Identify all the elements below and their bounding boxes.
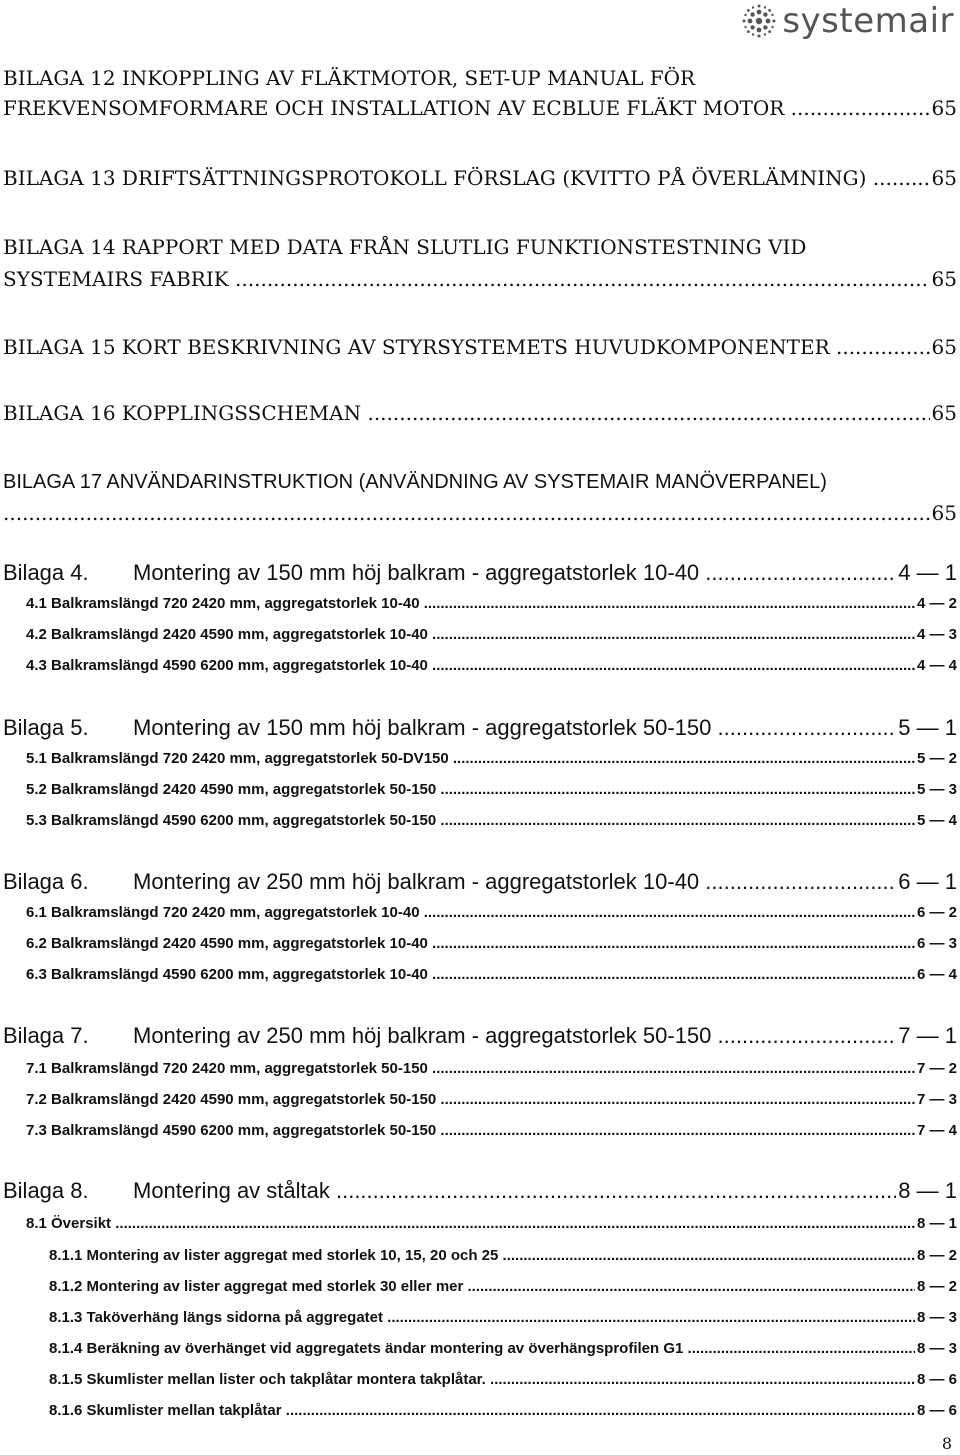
toc-entry-page: 65 [931, 96, 957, 120]
toc-sub-title: 6.3 Balkramslängd 4590 6200 mm, aggregatstorlek 10-40 ..... [26, 964, 915, 986]
toc-sub-page: 6 — 3 [916, 935, 957, 952]
toc-entry-title-line2 [3, 498, 930, 528]
toc-subsub-8-1-1[interactable] [3, 1245, 957, 1267]
toc-entry-page: 6 — 1 [898, 869, 957, 894]
toc-sub-title: 4.3 Balkramslängd 4590 6200 mm, aggregatstorlek 10-40 ..... [26, 655, 915, 677]
toc-bilaga-8[interactable] [3, 1176, 957, 1206]
toc-sub-title: 5.1 Balkramslängd 720 2420 mm, aggregatstorlek 50-DV150 ..... [26, 748, 915, 770]
toc-sub-page: 7 — 2 [916, 1060, 957, 1077]
bilaga-label: Bilaga 7. [3, 1023, 89, 1048]
toc-sub-page: 5 — 4 [916, 812, 957, 829]
bilaga-title: Montering av 150 mm höj balkram - aggregatstorlek 10-40 [133, 560, 700, 585]
toc-subsub-title: 8.1.4 Beräkning av överhänget vid aggregatets ändar montering av överhängsprofilen G1 ..... [49, 1338, 915, 1360]
toc-sub-title: 7.2 Balkramslängd 2420 4590 mm, aggregatstorlek 50-150 ..... [26, 1089, 915, 1111]
toc-subsub-page: 8 — 6 [916, 1371, 957, 1388]
bilaga-label: Bilaga 8. [3, 1178, 89, 1203]
toc-sub-4-2[interactable] [3, 624, 957, 646]
toc-entry-title-line1: BILAGA 13 DRIFTSÄTTNINGSPROTOKOLL FÖRSLAG (KVITTO PÅ ÖVERLÄMNING) ..... [3, 163, 930, 193]
bilaga-title: Montering av 150 mm höj balkram - aggregatstorlek 50-150 [133, 715, 712, 740]
toc-entry-page: 5 — 1 [898, 715, 957, 740]
bilaga-label: Bilaga 4. [3, 560, 89, 585]
toc-entry-title-line1: BILAGA 15 KORT BESKRIVNING AV STYRSYSTEMETS HUVUDKOMPONENTER ..... [3, 332, 930, 362]
toc-subsub-8-1-6[interactable] [3, 1400, 957, 1422]
bilaga-label: Bilaga 6. [3, 869, 89, 894]
toc-sub-title: 8.1 Översikt ..... [26, 1213, 915, 1235]
toc-subsub-title: 8.1.6 Skumlister mellan takplåtar ..... [49, 1400, 915, 1422]
toc-subsub-page: 8 — 2 [916, 1247, 957, 1264]
toc-sub-6-3[interactable] [3, 964, 957, 986]
toc-bilaga-7[interactable] [3, 1021, 957, 1051]
toc-subsub-page: 8 — 3 [916, 1309, 957, 1326]
toc-sub-page: 7 — 4 [916, 1122, 957, 1139]
toc-entry-bilaga-14[interactable] [3, 230, 957, 294]
toc-entry-title-line2: SYSTEMAIRS FABRIK ..... [3, 264, 930, 294]
toc-sub-7-2[interactable] [3, 1089, 957, 1111]
toc-entry-page: 8 — 1 [898, 1178, 957, 1203]
toc-sub-title: 6.2 Balkramslängd 2420 4590 mm, aggregatstorlek 10-40 ..... [26, 933, 915, 955]
toc-entry-page: 65 [931, 401, 957, 425]
toc-subsub-title: 8.1.2 Montering av lister aggregat med storlek 30 eller mer ..... [49, 1276, 915, 1298]
toc-entry-title-line1: BILAGA 16 KOPPLINGSSCHEMAN ..... [3, 398, 930, 428]
toc-subsub-8-1-5[interactable] [3, 1369, 957, 1391]
bilaga-title: Montering av 250 mm höj balkram - aggregatstorlek 50-150 [133, 1023, 712, 1048]
toc-entry-title-line1: BILAGA 17 ANVÄNDARINSTRUKTION (ANVÄNDNING AV SYSTEMAIR MANÖVERPANEL) [3, 471, 827, 493]
toc-bilaga-4[interactable] [3, 558, 957, 588]
toc-sub-4-3[interactable] [3, 655, 957, 677]
toc-sub-page: 4 — 3 [916, 626, 957, 643]
bilaga-label: Bilaga 5. [3, 715, 89, 740]
toc-sub-title: 6.1 Balkramslängd 720 2420 mm, aggregatstorlek 10-40 ..... [26, 902, 915, 924]
toc-sub-page: 6 — 4 [916, 966, 957, 983]
toc-bilaga-5[interactable] [3, 713, 957, 743]
toc-entry-bilaga-15[interactable] [3, 332, 957, 362]
toc-entry-page: 7 — 1 [898, 1023, 957, 1048]
toc-entry-bilaga-16[interactable] [3, 398, 957, 428]
toc-sub-title: 4.1 Balkramslängd 720 2420 mm, aggregatstorlek 10-40 ..... [26, 593, 915, 615]
toc-subsub-page: 8 — 6 [916, 1402, 957, 1419]
logo-text: systemair [782, 1, 954, 41]
toc-subsub-8-1-2[interactable] [3, 1276, 957, 1298]
toc-subsub-title: 8.1.3 Taköverhäng längs sidorna på aggregatet ..... [49, 1307, 915, 1329]
toc-sub-page: 4 — 4 [916, 657, 957, 674]
toc-entry-bilaga-12[interactable] [3, 63, 957, 123]
toc-sub-8-1[interactable] [3, 1213, 957, 1235]
toc-sub-page: 7 — 3 [916, 1091, 957, 1108]
toc-sub-6-1[interactable] [3, 902, 957, 924]
toc-sub-4-1[interactable] [3, 593, 957, 615]
systemair-logo [742, 1, 954, 41]
toc-entry-page: 65 [931, 501, 957, 525]
toc-sub-7-3[interactable] [3, 1120, 957, 1142]
toc-entry-page: 65 [931, 166, 957, 190]
toc-entry-bilaga-13[interactable] [3, 163, 957, 193]
toc-sub-7-1[interactable] [3, 1058, 957, 1080]
toc-entry-page: 65 [931, 267, 957, 291]
toc-entry-bilaga-17[interactable] [3, 466, 957, 528]
toc-subsub-page: 8 — 2 [916, 1278, 957, 1295]
toc-sub-6-2[interactable] [3, 933, 957, 955]
toc-entry-title-line1: BILAGA 12 INKOPPLING AV FLÄKTMOTOR, SET-UP MANUAL FÖR [3, 66, 696, 90]
toc-sub-5-1[interactable] [3, 748, 957, 770]
toc-sub-title: 7.3 Balkramslängd 4590 6200 mm, aggregatstorlek 50-150 ..... [26, 1120, 915, 1142]
toc-sub-page: 8 — 1 [916, 1215, 957, 1232]
toc-subsub-title: 8.1.1 Montering av lister aggregat med storlek 10, 15, 20 och 25 ..... [49, 1245, 915, 1267]
toc-sub-page: 5 — 2 [916, 750, 957, 767]
toc-entry-page: 4 — 1 [898, 560, 957, 585]
toc-entry-page: 65 [931, 335, 957, 359]
bilaga-title: Montering av ståltak [133, 1178, 330, 1203]
toc-subsub-8-1-3[interactable] [3, 1307, 957, 1329]
toc-subsub-title: 8.1.5 Skumlister mellan lister och takplåtar montera takplåtar. ..... [49, 1369, 915, 1391]
toc-sub-page: 6 — 2 [916, 904, 957, 921]
toc-sub-title: 5.3 Balkramslängd 4590 6200 mm, aggregatstorlek 50-150 ..... [26, 810, 915, 832]
toc-sub-title: 5.2 Balkramslängd 2420 4590 mm, aggregatstorlek 50-150 ..... [26, 779, 915, 801]
toc-sub-title: 7.1 Balkramslängd 720 2420 mm, aggregatstorlek 50-150 ..... [26, 1058, 915, 1080]
sunburst-dots-icon [742, 4, 776, 38]
toc-sub-page: 5 — 3 [916, 781, 957, 798]
toc-sub-5-2[interactable] [3, 779, 957, 801]
toc-sub-page: 4 — 2 [916, 595, 957, 612]
page-number: 8 [941, 1434, 952, 1453]
toc-sub-5-3[interactable] [3, 810, 957, 832]
bilaga-title: Montering av 250 mm höj balkram - aggregatstorlek 10-40 [133, 869, 700, 894]
toc-bilaga-6[interactable] [3, 867, 957, 897]
toc-entry-title-line2: FREKVENSOMFORMARE OCH INSTALLATION AV ECBLUE FLÄKT MOTOR ..... [3, 93, 930, 123]
toc-subsub-page: 8 — 3 [916, 1340, 957, 1357]
toc-subsub-8-1-4[interactable] [3, 1338, 957, 1360]
toc-sub-title: 4.2 Balkramslängd 2420 4590 mm, aggregatstorlek 10-40 ..... [26, 624, 915, 646]
toc-entry-title-line1: BILAGA 14 RAPPORT MED DATA FRÅN SLUTLIG FUNKTIONSTESTNING VID [3, 235, 807, 259]
